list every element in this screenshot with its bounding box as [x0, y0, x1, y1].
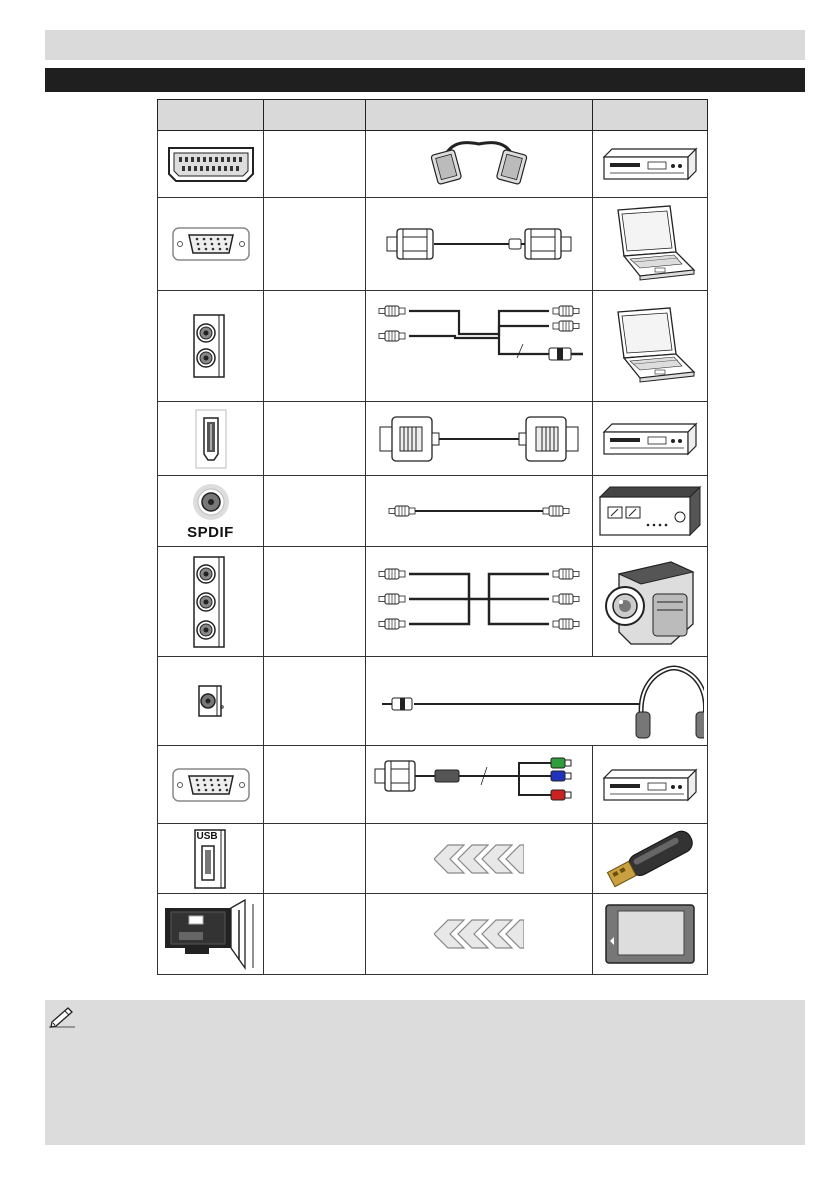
- type-cell: [264, 291, 366, 402]
- headphones-icon: [636, 668, 704, 738]
- table-row: [158, 131, 708, 198]
- connector-cell: [158, 131, 264, 198]
- cable-cell: [366, 894, 593, 975]
- vga-cable-icon: [379, 219, 579, 269]
- table-row: [158, 894, 708, 975]
- usb-port-icon: [193, 828, 229, 890]
- device-cell: [593, 198, 708, 291]
- cable-cell: [366, 402, 593, 476]
- header-device: [593, 100, 708, 131]
- dvd-player-icon: [598, 760, 702, 810]
- scart-port-icon: [166, 144, 256, 184]
- table-row: [158, 657, 708, 746]
- cable-cell: [366, 291, 593, 402]
- type-cell: [264, 824, 366, 894]
- table-row: [158, 476, 708, 547]
- scart-cable-icon: [424, 136, 534, 192]
- type-cell: [264, 547, 366, 657]
- audio-in-port-icon: [191, 313, 231, 379]
- header-cables: [366, 100, 593, 131]
- amplifier-icon: [596, 483, 704, 539]
- ypbpr-port-icon: [171, 765, 251, 805]
- spdif-label: SPDIF: [187, 523, 234, 541]
- spdif-port-icon: [189, 482, 233, 522]
- connector-cell: [158, 824, 264, 894]
- connector-cell: [158, 547, 264, 657]
- dvd-player-icon: [598, 414, 702, 464]
- table-row: [158, 547, 708, 657]
- connector-cell: [158, 198, 264, 291]
- table-row: [158, 824, 708, 894]
- device-cell: [593, 291, 708, 402]
- headphone-jack-icon: [191, 683, 231, 719]
- insert-arrows-icon: [434, 843, 524, 875]
- type-cell: [264, 657, 366, 746]
- cable-cell: [366, 657, 708, 746]
- vga-to-component-cable-icon: [369, 755, 589, 815]
- insert-arrows-icon: [434, 918, 524, 950]
- section-header-bar: [45, 30, 805, 60]
- note-box: [45, 1000, 805, 1145]
- coaxial-cable-icon: [379, 496, 579, 526]
- table-row: [158, 746, 708, 824]
- connector-cell: [158, 746, 264, 824]
- pencil-icon: [48, 1004, 78, 1028]
- cam-module-icon: [604, 903, 696, 965]
- device-cell: [593, 824, 708, 894]
- rca-triple-cable-icon: [369, 562, 589, 642]
- usb-stick-icon: [598, 830, 702, 888]
- ci-slot-icon: [163, 898, 259, 970]
- hdmi-cable-icon: [374, 411, 584, 467]
- camcorder-icon: [601, 554, 699, 650]
- headphone-cable-icon: [374, 660, 704, 742]
- hdmi-port-icon: [193, 408, 229, 470]
- device-cell: [593, 746, 708, 824]
- laptop-icon: [600, 204, 700, 284]
- table-row: [158, 198, 708, 291]
- connector-cell: [158, 894, 264, 975]
- type-cell: [264, 198, 366, 291]
- type-cell: [264, 746, 366, 824]
- dvd-player-icon: [598, 139, 702, 189]
- cable-cell: [366, 476, 593, 547]
- usb-label: USB: [196, 830, 218, 842]
- connector-cell: [158, 657, 264, 746]
- table-header-row: [158, 100, 708, 131]
- section-title-bar: [45, 68, 805, 92]
- device-cell: [593, 131, 708, 198]
- header-type: [264, 100, 366, 131]
- connector-cell: [158, 476, 264, 547]
- vga-port-icon: [171, 224, 251, 264]
- laptop-icon: [600, 306, 700, 386]
- type-cell: [264, 476, 366, 547]
- table-row: [158, 402, 708, 476]
- table-row: [158, 291, 708, 402]
- type-cell: [264, 131, 366, 198]
- connector-cell: [158, 402, 264, 476]
- cable-cell: [366, 198, 593, 291]
- device-cell: [593, 402, 708, 476]
- connection-table: [157, 99, 708, 975]
- cable-cell: [366, 131, 593, 198]
- device-cell: [593, 547, 708, 657]
- header-connector: [158, 100, 264, 131]
- type-cell: [264, 402, 366, 476]
- type-cell: [264, 894, 366, 975]
- cable-cell: [366, 824, 593, 894]
- cable-cell: [366, 547, 593, 657]
- av-in-port-icon: [191, 555, 231, 649]
- device-cell: [593, 894, 708, 975]
- cable-cell: [366, 746, 593, 824]
- connector-cell: [158, 291, 264, 402]
- rca-to-jack-cable-icon: [369, 296, 589, 396]
- device-cell: [593, 476, 708, 547]
